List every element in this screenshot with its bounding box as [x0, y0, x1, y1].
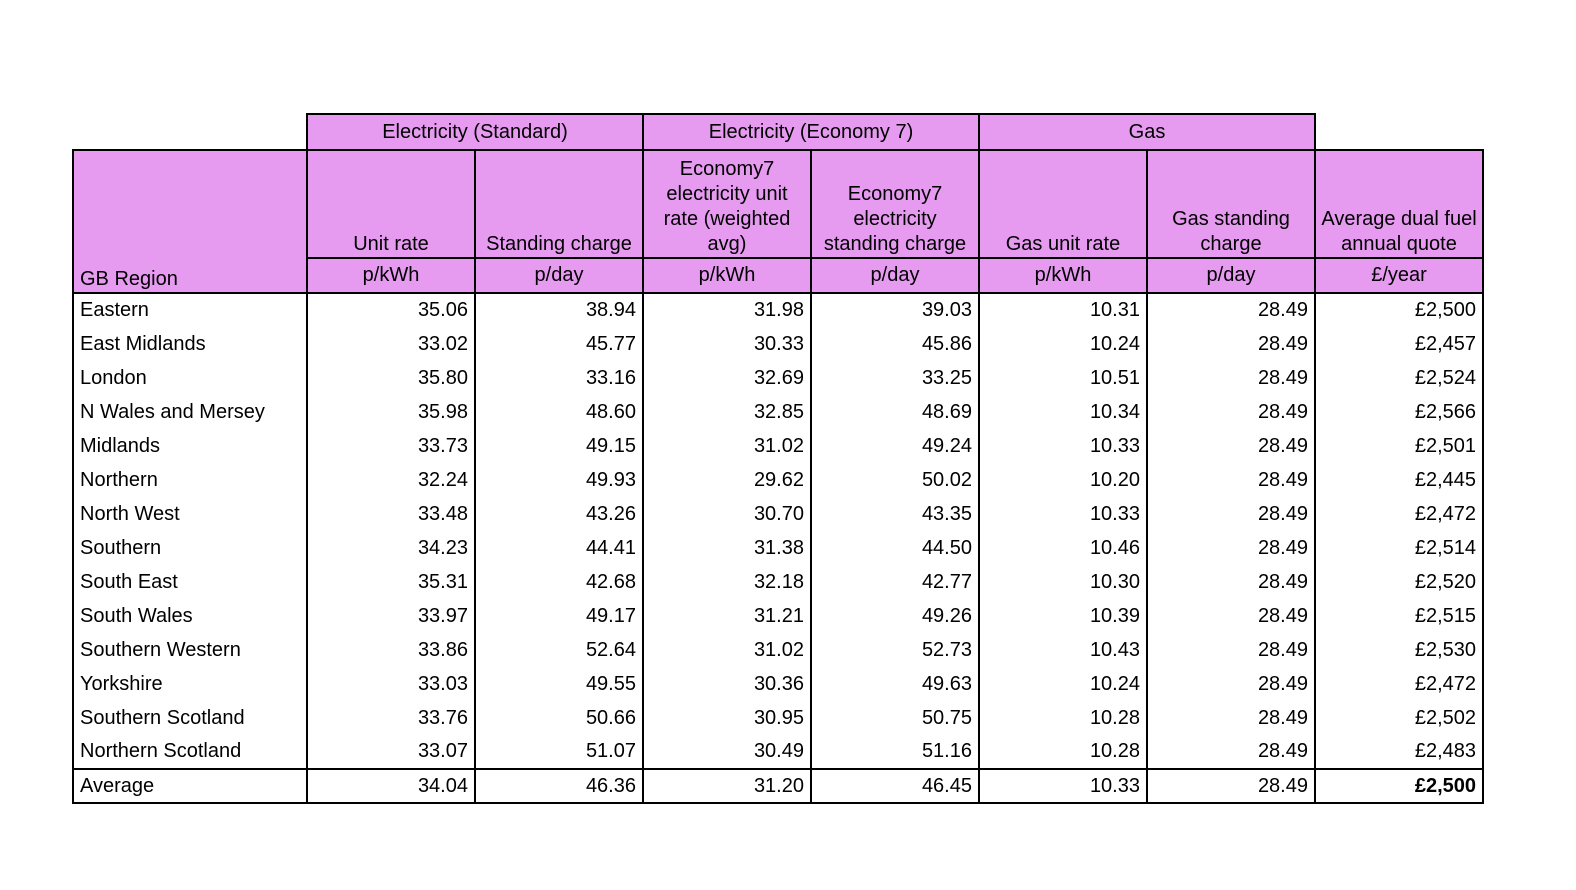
cell-gas-unit-rate: 10.30 — [979, 565, 1147, 599]
region-name: N Wales and Mersey — [73, 395, 307, 429]
group-electricity-standard: Electricity (Standard) — [307, 114, 643, 150]
region-name: Southern Scotland — [73, 701, 307, 735]
region-name: Eastern — [73, 293, 307, 327]
unit-dual-fuel-quote: £/year — [1315, 258, 1483, 293]
average-e7-unit-rate: 31.20 — [643, 769, 811, 803]
cell-e7-standing-charge: 42.77 — [811, 565, 979, 599]
header-gb-region: GB Region — [73, 150, 307, 293]
cell-e7-standing-charge: 51.16 — [811, 735, 979, 769]
header-standing-charge: Standing charge — [475, 150, 643, 258]
unit-gas-unit-rate: p/kWh — [979, 258, 1147, 293]
average-dual-fuel-quote: £2,500 — [1315, 769, 1483, 803]
average-label: Average — [73, 769, 307, 803]
cell-gas-unit-rate: 10.46 — [979, 531, 1147, 565]
cell-unit-rate: 35.06 — [307, 293, 475, 327]
cell-e7-standing-charge: 52.73 — [811, 633, 979, 667]
cell-standing-charge: 33.16 — [475, 361, 643, 395]
cell-gas-standing-charge: 28.49 — [1147, 633, 1315, 667]
cell-dual-fuel-quote: £2,500 — [1315, 293, 1483, 327]
cell-e7-standing-charge: 48.69 — [811, 395, 979, 429]
cell-dual-fuel-quote: £2,520 — [1315, 565, 1483, 599]
region-name: Southern — [73, 531, 307, 565]
cell-dual-fuel-quote: £2,502 — [1315, 701, 1483, 735]
table-row — [73, 701, 1483, 735]
cell-standing-charge: 42.68 — [475, 565, 643, 599]
table-row — [73, 735, 1483, 769]
cell-e7-unit-rate: 30.36 — [643, 667, 811, 701]
table-row — [73, 327, 1483, 361]
cell-dual-fuel-quote: £2,483 — [1315, 735, 1483, 769]
cell-gas-unit-rate: 10.28 — [979, 701, 1147, 735]
cell-unit-rate: 35.31 — [307, 565, 475, 599]
header-e7-standing-charge: Economy7 electricity standing charge — [811, 150, 979, 258]
cell-dual-fuel-quote: £2,530 — [1315, 633, 1483, 667]
cell-gas-unit-rate: 10.51 — [979, 361, 1147, 395]
table-row — [73, 667, 1483, 701]
cell-gas-standing-charge: 28.49 — [1147, 327, 1315, 361]
cell-gas-standing-charge: 28.49 — [1147, 395, 1315, 429]
cell-gas-standing-charge: 28.49 — [1147, 497, 1315, 531]
cell-standing-charge: 38.94 — [475, 293, 643, 327]
unit-e7-unit-rate: p/kWh — [643, 258, 811, 293]
cell-unit-rate: 32.24 — [307, 463, 475, 497]
cell-gas-standing-charge: 28.49 — [1147, 599, 1315, 633]
cell-gas-standing-charge: 28.49 — [1147, 531, 1315, 565]
region-name: Northern Scotland — [73, 735, 307, 769]
cell-standing-charge: 49.55 — [475, 667, 643, 701]
unit-unit-rate: p/kWh — [307, 258, 475, 293]
cell-e7-standing-charge: 49.24 — [811, 429, 979, 463]
cell-standing-charge: 43.26 — [475, 497, 643, 531]
average-row — [73, 769, 1483, 803]
cell-gas-standing-charge: 28.49 — [1147, 361, 1315, 395]
table-row — [73, 497, 1483, 531]
blank-cell — [73, 114, 307, 150]
cell-gas-standing-charge: 28.49 — [1147, 463, 1315, 497]
cell-e7-standing-charge: 49.26 — [811, 599, 979, 633]
cell-e7-unit-rate: 30.95 — [643, 701, 811, 735]
cell-dual-fuel-quote: £2,501 — [1315, 429, 1483, 463]
cell-gas-standing-charge: 28.49 — [1147, 429, 1315, 463]
cell-e7-unit-rate: 32.18 — [643, 565, 811, 599]
region-name: South Wales — [73, 599, 307, 633]
cell-unit-rate: 33.76 — [307, 701, 475, 735]
cell-standing-charge: 49.15 — [475, 429, 643, 463]
cell-e7-unit-rate: 30.49 — [643, 735, 811, 769]
cell-e7-standing-charge: 50.02 — [811, 463, 979, 497]
cell-unit-rate: 35.80 — [307, 361, 475, 395]
cell-e7-unit-rate: 30.33 — [643, 327, 811, 361]
cell-gas-unit-rate: 10.33 — [979, 497, 1147, 531]
region-name: Midlands — [73, 429, 307, 463]
cell-gas-standing-charge: 28.49 — [1147, 565, 1315, 599]
cell-standing-charge: 44.41 — [475, 531, 643, 565]
energy-price-table — [72, 113, 1484, 804]
cell-gas-unit-rate: 10.43 — [979, 633, 1147, 667]
cell-e7-standing-charge: 45.86 — [811, 327, 979, 361]
cell-unit-rate: 34.23 — [307, 531, 475, 565]
cell-dual-fuel-quote: £2,472 — [1315, 497, 1483, 531]
unit-standing-charge: p/day — [475, 258, 643, 293]
cell-gas-unit-rate: 10.24 — [979, 667, 1147, 701]
header-e7-unit-rate: Economy7 electricity unit rate (weighted avg) — [643, 150, 811, 258]
cell-dual-fuel-quote: £2,524 — [1315, 361, 1483, 395]
header-gas-unit-rate: Gas unit rate — [979, 150, 1147, 258]
cell-unit-rate: 33.73 — [307, 429, 475, 463]
cell-e7-unit-rate: 31.02 — [643, 633, 811, 667]
header-dual-fuel-quote: Average dual fuel annual quote — [1315, 150, 1483, 258]
cell-gas-standing-charge: 28.49 — [1147, 701, 1315, 735]
region-name: Yorkshire — [73, 667, 307, 701]
region-name: Southern Western — [73, 633, 307, 667]
cell-unit-rate: 33.48 — [307, 497, 475, 531]
table-row — [73, 395, 1483, 429]
cell-dual-fuel-quote: £2,515 — [1315, 599, 1483, 633]
cell-e7-unit-rate: 31.21 — [643, 599, 811, 633]
cell-standing-charge: 49.17 — [475, 599, 643, 633]
cell-e7-unit-rate: 31.38 — [643, 531, 811, 565]
cell-standing-charge: 52.64 — [475, 633, 643, 667]
header-unit-rate: Unit rate — [307, 150, 475, 258]
cell-e7-standing-charge: 44.50 — [811, 531, 979, 565]
header-gas-standing-charge: Gas standing charge — [1147, 150, 1315, 258]
cell-dual-fuel-quote: £2,514 — [1315, 531, 1483, 565]
cell-e7-standing-charge: 39.03 — [811, 293, 979, 327]
unit-gas-standing-charge: p/day — [1147, 258, 1315, 293]
group-electricity-economy7: Electricity (Economy 7) — [643, 114, 979, 150]
cell-gas-standing-charge: 28.49 — [1147, 735, 1315, 769]
cell-gas-standing-charge: 28.49 — [1147, 667, 1315, 701]
cell-e7-unit-rate: 31.02 — [643, 429, 811, 463]
cell-gas-unit-rate: 10.20 — [979, 463, 1147, 497]
cell-e7-unit-rate: 31.98 — [643, 293, 811, 327]
table-row — [73, 429, 1483, 463]
cell-gas-unit-rate: 10.33 — [979, 429, 1147, 463]
average-e7-standing-charge: 46.45 — [811, 769, 979, 803]
cell-unit-rate: 33.97 — [307, 599, 475, 633]
region-name: East Midlands — [73, 327, 307, 361]
table-row — [73, 565, 1483, 599]
cell-e7-unit-rate: 32.69 — [643, 361, 811, 395]
cell-dual-fuel-quote: £2,472 — [1315, 667, 1483, 701]
cell-e7-unit-rate: 30.70 — [643, 497, 811, 531]
average-gas-standing-charge: 28.49 — [1147, 769, 1315, 803]
blank-cell — [1315, 114, 1483, 150]
table-row — [73, 633, 1483, 667]
cell-standing-charge: 48.60 — [475, 395, 643, 429]
cell-unit-rate: 33.02 — [307, 327, 475, 361]
average-standing-charge: 46.36 — [475, 769, 643, 803]
cell-gas-unit-rate: 10.34 — [979, 395, 1147, 429]
unit-e7-standing-charge: p/day — [811, 258, 979, 293]
cell-gas-unit-rate: 10.24 — [979, 327, 1147, 361]
region-name: London — [73, 361, 307, 395]
cell-unit-rate: 33.86 — [307, 633, 475, 667]
region-rows — [73, 293, 1483, 769]
column-header-row — [73, 150, 1483, 258]
cell-unit-rate: 33.07 — [307, 735, 475, 769]
cell-standing-charge: 50.66 — [475, 701, 643, 735]
region-name: Northern — [73, 463, 307, 497]
cell-standing-charge: 49.93 — [475, 463, 643, 497]
average-gas-unit-rate: 10.33 — [979, 769, 1147, 803]
cell-unit-rate: 35.98 — [307, 395, 475, 429]
cell-e7-standing-charge: 33.25 — [811, 361, 979, 395]
table-row — [73, 463, 1483, 497]
region-name: South East — [73, 565, 307, 599]
group-header-row — [73, 114, 1483, 150]
cell-e7-unit-rate: 32.85 — [643, 395, 811, 429]
cell-standing-charge: 51.07 — [475, 735, 643, 769]
region-name: North West — [73, 497, 307, 531]
cell-e7-standing-charge: 43.35 — [811, 497, 979, 531]
table-row — [73, 531, 1483, 565]
cell-gas-unit-rate: 10.31 — [979, 293, 1147, 327]
cell-e7-standing-charge: 50.75 — [811, 701, 979, 735]
group-gas: Gas — [979, 114, 1315, 150]
average-unit-rate: 34.04 — [307, 769, 475, 803]
cell-unit-rate: 33.03 — [307, 667, 475, 701]
cell-standing-charge: 45.77 — [475, 327, 643, 361]
table-row — [73, 599, 1483, 633]
table-row — [73, 293, 1483, 327]
cell-gas-unit-rate: 10.28 — [979, 735, 1147, 769]
table-row — [73, 361, 1483, 395]
cell-e7-standing-charge: 49.63 — [811, 667, 979, 701]
cell-dual-fuel-quote: £2,445 — [1315, 463, 1483, 497]
cell-gas-unit-rate: 10.39 — [979, 599, 1147, 633]
cell-gas-standing-charge: 28.49 — [1147, 293, 1315, 327]
cell-e7-unit-rate: 29.62 — [643, 463, 811, 497]
cell-dual-fuel-quote: £2,457 — [1315, 327, 1483, 361]
cell-dual-fuel-quote: £2,566 — [1315, 395, 1483, 429]
